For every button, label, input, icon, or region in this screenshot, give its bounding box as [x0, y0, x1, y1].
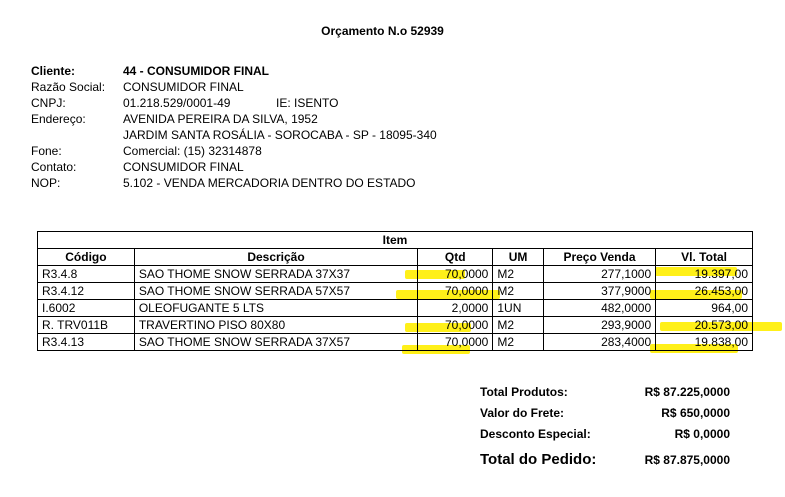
desconto-row	[480, 427, 735, 448]
col-codigo-header: Código	[38, 249, 135, 266]
total-pedido-row	[480, 451, 735, 472]
cell-preco: 377,9000	[543, 283, 655, 300]
endereco-line2: JARDIM SANTA ROSÁLIA - SOROCABA - SP - 18095-340	[123, 128, 437, 142]
total-pedido-value: R$ 87.875,0000	[644, 453, 730, 467]
cell-um: M2	[493, 266, 543, 283]
cell-codigo: R3.4.12	[38, 283, 135, 300]
cell-descricao: SAO THOME SNOW SERRADA 37X57	[134, 334, 417, 351]
col-descricao-header: Descrição	[134, 249, 417, 266]
total-produtos-value: R$ 87.225,0000	[644, 385, 730, 399]
cell-descricao: TRAVERTINO PISO 80X80	[134, 317, 417, 334]
document-title: Orçamento N.o 52939	[321, 24, 444, 38]
cell-codigo: I.6002	[38, 300, 135, 317]
cell-um: M2	[493, 283, 543, 300]
contato-value: CONSUMIDOR FINAL	[123, 160, 244, 174]
razao-value: CONSUMIDOR FINAL	[123, 80, 244, 94]
cell-qtd: 70,0000	[418, 266, 493, 283]
total-pedido-label: Total do Pedido:	[480, 451, 597, 468]
contato-label: Contato:	[31, 160, 77, 174]
cell-descricao: SAO THOME SNOW SERRADA 37X37	[134, 266, 417, 283]
cell-descricao: OLEOFUGANTE 5 LTS	[134, 300, 417, 317]
cnpj-label: CNPJ:	[31, 96, 66, 110]
total-produtos-row	[480, 385, 735, 406]
cell-total: 26.453,00	[656, 283, 753, 300]
table-header-row	[38, 249, 753, 266]
cell-qtd: 70,0000	[418, 283, 493, 300]
cell-qtd: 2,0000	[418, 300, 493, 317]
table-row	[38, 317, 753, 334]
cell-total: 964,00	[656, 300, 753, 317]
cell-codigo: R. TRV011B	[38, 317, 135, 334]
cell-preco: 482,0000	[543, 300, 655, 317]
cell-total: 19.397,00	[656, 266, 753, 283]
cell-preco: 293,9000	[543, 317, 655, 334]
col-um-header: UM	[493, 249, 543, 266]
razao-label: Razão Social:	[31, 80, 106, 94]
cliente-value: 44 - CONSUMIDOR FINAL	[123, 64, 270, 78]
valor-frete-row	[480, 406, 735, 427]
table-row	[38, 266, 753, 283]
endereco-line1: AVENIDA PEREIRA DA SILVA, 1952	[123, 112, 318, 126]
cliente-label: Cliente:	[31, 64, 76, 78]
desconto-value: R$ 0,0000	[674, 427, 730, 441]
valor-frete-label: Valor do Frete:	[480, 406, 565, 420]
cnpj-value: 01.218.529/0001-49	[123, 96, 231, 110]
nop-label: NOP:	[31, 176, 61, 190]
ie-value: IE: ISENTO	[276, 96, 339, 110]
cell-qtd: 70,0000	[418, 334, 493, 351]
cell-qtd: 70,0000	[418, 317, 493, 334]
totals-block	[480, 385, 735, 472]
col-total-header: Vl. Total	[656, 249, 753, 266]
cell-preco: 283,4000	[543, 334, 655, 351]
table-row	[38, 300, 753, 317]
cell-um: M2	[493, 334, 543, 351]
cell-descricao: SAO THOME SNOW SERRADA 57X57	[134, 283, 417, 300]
table-row	[38, 334, 753, 351]
col-preco-header: Preço Venda	[543, 249, 655, 266]
fone-label: Fone:	[31, 144, 62, 158]
valor-frete-value: R$ 650,0000	[661, 406, 730, 420]
item-group-header: Item	[38, 232, 753, 249]
desconto-label: Desconto Especial:	[480, 427, 591, 441]
table-group-header-row	[38, 232, 753, 249]
fone-value: Comercial: (15) 32314878	[123, 144, 262, 158]
nop-value: 5.102 - VENDA MERCADORIA DENTRO DO ESTADO	[123, 176, 416, 190]
cell-um: 1UN	[493, 300, 543, 317]
total-produtos-label: Total Produtos:	[480, 385, 568, 399]
cell-total: 19.838,00	[656, 334, 753, 351]
endereco-label: Endereço:	[31, 112, 86, 126]
cell-codigo: R3.4.8	[38, 266, 135, 283]
cell-um: M2	[493, 317, 543, 334]
cell-preco: 277,1000	[543, 266, 655, 283]
table-row	[38, 283, 753, 300]
col-qtd-header: Qtd	[418, 249, 493, 266]
cell-total: 20.573,00	[656, 317, 753, 334]
items-table	[37, 231, 753, 351]
cell-codigo: R3.4.13	[38, 334, 135, 351]
